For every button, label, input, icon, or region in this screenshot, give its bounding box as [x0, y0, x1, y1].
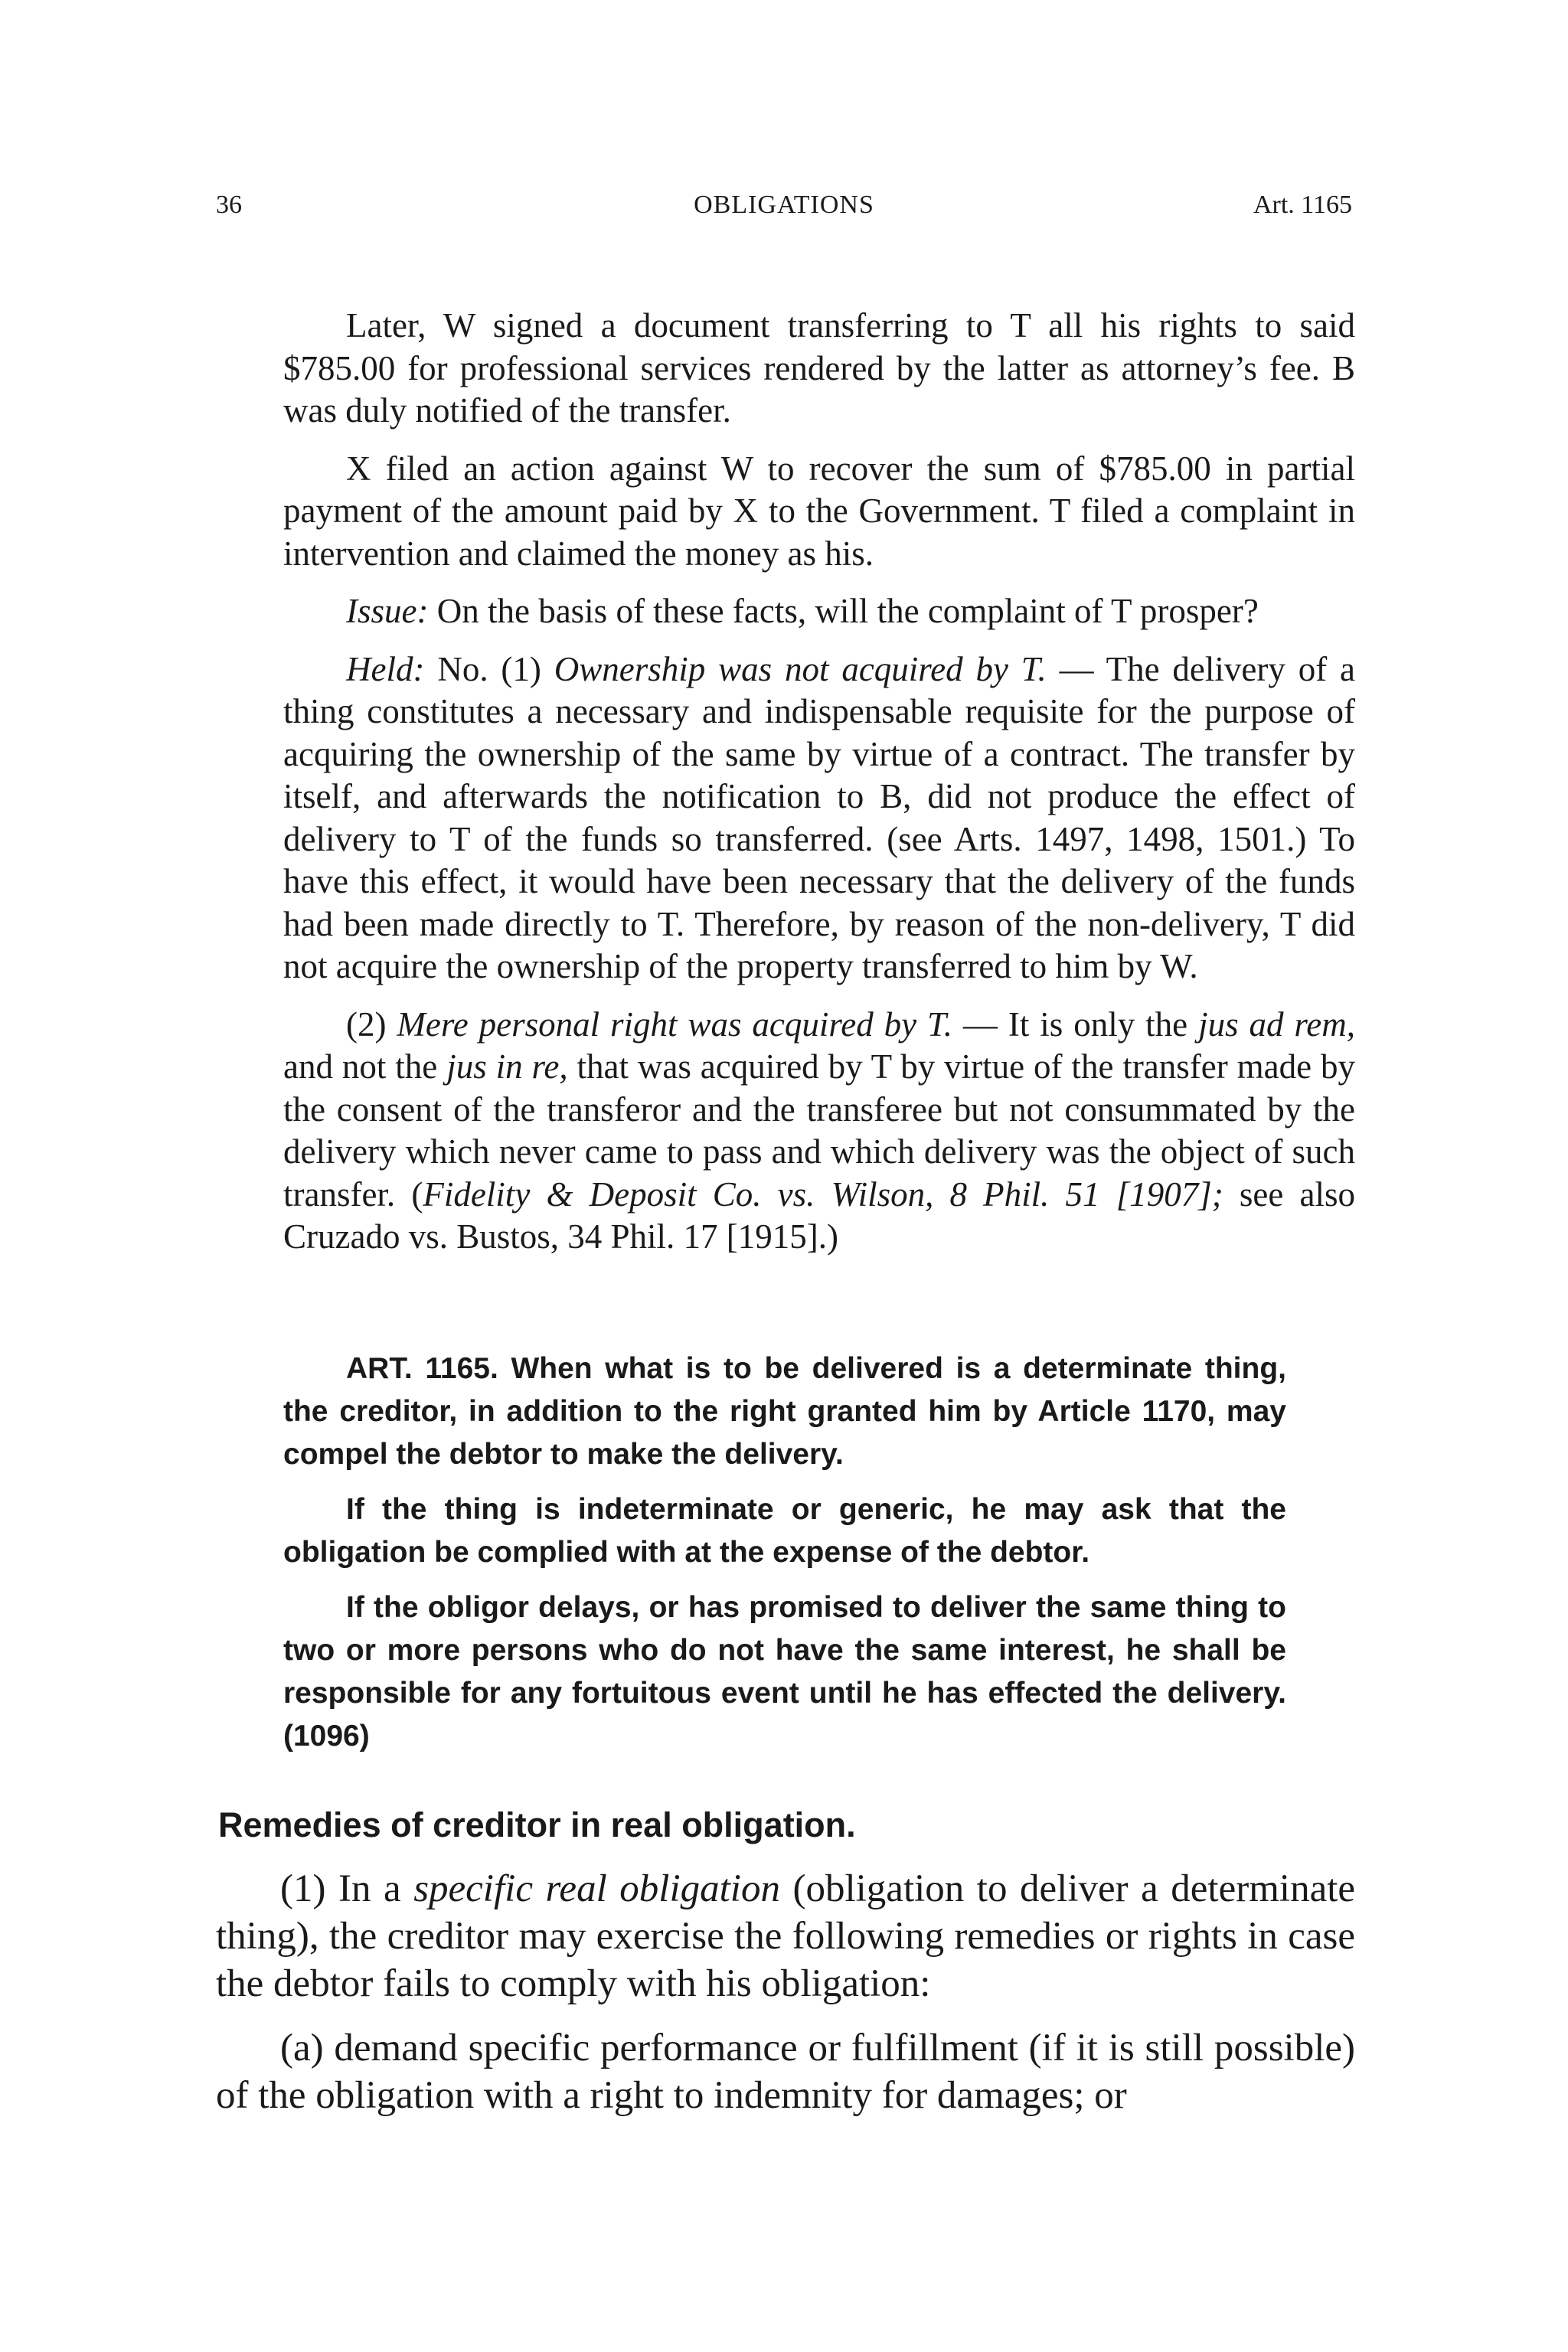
article-reference: Art. 1165 [1253, 191, 1352, 219]
paragraph-personal-right [283, 1004, 1355, 1259]
issue-text: On the basis of these facts, will the complaint of T prosper? [428, 592, 1259, 630]
held-answer: No. (1) [424, 649, 554, 688]
article-paragraph-3: If the obligor delays, or has promised to deliver the same thing to two or more persons who do not have the same interest, he shall be responsible for any fortuitous event until he has effected the delivery. (1096) [283, 1591, 1286, 1753]
paragraph-held [283, 648, 1355, 988]
remedies-paragraph-1 [216, 1865, 1355, 2007]
personal-right-subheading: Mere personal right was acquired by T. [397, 1004, 952, 1044]
text-segment: and not the [283, 1047, 447, 1086]
term-jus-in-re: jus in re, [446, 1047, 568, 1086]
case-discussion [283, 305, 1355, 1259]
item-number: (2) [346, 1004, 397, 1044]
remedies-section [216, 1865, 1355, 2136]
article-paragraph-2: If the thing is indeterminate or generic, he may ask that the obligation be complied with at the expense of the debtor. [283, 1493, 1286, 1569]
term-specific-real-obligation: specific real obligation [413, 1867, 780, 1910]
held-text: — The delivery of a thing constitutes a necessary and indispensable requisite for the purpose of acquiring the ownership of the same by virtue of a contract. The transfer by itself, and afterwards the notification to B, did not produce the effect of delivery to T of the funds so transferred. (see Arts. 1497, 1498, 1501.) To have this effect, it would have been necessary that the delivery of the funds had been made directly to T. Therefore, by reason of the non-delivery, T did not acquire the ownership of the property transferred to him by W. [283, 649, 1355, 985]
text-segment: (1) In a [280, 1867, 414, 1910]
case-citation: Fidelity & Deposit Co. vs. Wilson, 8 Phil. 51 [1907]; [423, 1174, 1223, 1214]
article-1165-text [283, 1348, 1286, 1770]
text-segment: see also Cruzado vs. Bustos, 34 Phil. 17 [1915].) [283, 1174, 1355, 1256]
page-number: 36 [216, 191, 242, 219]
running-title: OBLIGATIONS [694, 191, 874, 219]
paragraph-issue [283, 590, 1355, 633]
term-jus-ad-rem: jus ad rem, [1198, 1004, 1355, 1044]
text-segment: that was acquired by T by virtue of the transfer made by the consent of the transferor and the transferee but not consummated by the delivery which never came to pass and which delivery was the object of such transfer. ( [283, 1047, 1355, 1214]
issue-label: Issue: [346, 592, 429, 630]
held-label: Held: [346, 649, 425, 688]
held-subheading: Ownership was not acquired by T. [554, 649, 1047, 688]
remedies-paragraph-a: (a) demand specific performance or fulfillment (if it is still possible) of the obligation with a right to indemnity for damages; or [216, 2027, 1355, 2117]
article-paragraph-1: ART. 1165. When what is to be delivered is a determinate thing, the creditor, in addition to the right granted him by Article 1170, may compel the debtor to make the delivery. [283, 1352, 1286, 1471]
text-segment: — It is only the [952, 1004, 1199, 1044]
paragraph-transfer: Later, W signed a document transferring to T all his rights to said $785.00 for professional services rendered by the latter as attorney’s fee. B was duly notified of the transfer. [283, 306, 1355, 430]
text-segment: (obligation to deliver a determinate thing), the creditor may exercise the following remedies or rights in case the debtor fails to comply with his obligation: [216, 1867, 1356, 2005]
paragraph-action: X filed an action against W to recover the sum of $785.00 in partial payment of the amount paid by X to the Government. T filed a complaint in intervention and claimed the money as his. [283, 449, 1355, 573]
page-header [216, 182, 1352, 228]
section-heading: Remedies of creditor in real obligation. [218, 1805, 856, 1844]
